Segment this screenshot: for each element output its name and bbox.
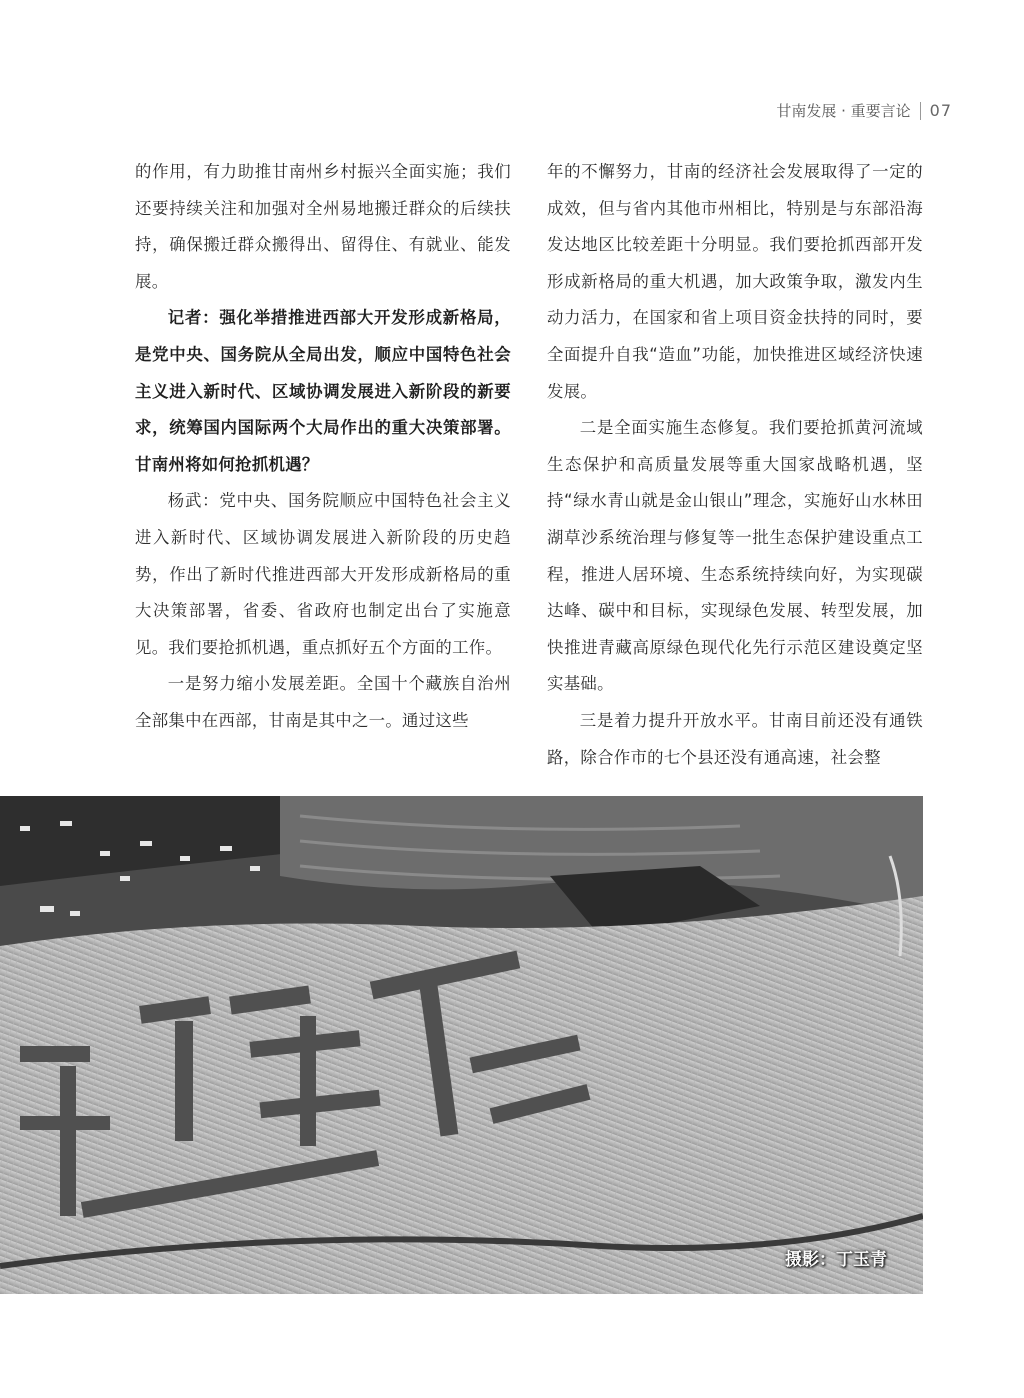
header-divider xyxy=(920,102,921,120)
photo-credit: 摄影：丁玉青 xyxy=(785,1250,887,1270)
reporter-question: 记者：强化举措推进西部大开发形成新格局，是党中央、国务院从全局出发，顺应中国特色社会主义进入新时代、区域协调发展进入新阶段的新要求，统筹国内国际两个大局作出的重大决策部署。甘南州将如何抢抓机遇？ xyxy=(135,308,511,474)
paragraph: 杨武：党中央、国务院顺应中国特色社会主义进入新时代、区域协调发展进入新阶段的历史趋势，作出了新时代推进西部大开发形成新格局的重大决策部署，省委、省政府也制定出台了实施意见。我们要抢抓机遇，重点抓好五个方面的工作。 xyxy=(135,491,511,657)
running-header xyxy=(776,100,952,121)
paragraph: 三是着力提升开放水平。甘南目前还没有通铁路，除合作市的七个县还没有通高速，社会整 xyxy=(547,710,923,767)
landscape-photo xyxy=(0,796,923,1294)
paragraph: 二是全面实施生态修复。我们要抢抓黄河流域生态保护和高质量发展等重大国家战略机遇，坚持“绿水青山就是金山银山”理念，实施好山水林田湖草沙系统治理与修复等一批生态保护建设重点工程，推进人居环境、生态系统持续向好，为实现碳达峰、碳中和目标，实现绿色发展、转型发展，加快推进青藏高原绿色现代化先行示范区建设奠定坚实基础。 xyxy=(547,418,923,694)
paragraph: 一是努力缩小发展差距。全国十个藏族自治州全部集中在西部，甘南是其中之一。通过这些 xyxy=(135,674,511,730)
page-number: 07 xyxy=(929,101,952,120)
photo-illustration xyxy=(0,796,923,1294)
section-title: 甘南发展 · 重要言论 xyxy=(776,102,911,120)
paragraph: 年的不懈努力，甘南的经济社会发展取得了一定的成效，但与省内其他市州相比，特别是与东部沿海发达地区比较差距十分明显。我们要抢抓西部开发形成新格局的重大机遇，加大政策争取，激发内生动力活力，在国家和省上项目资金扶持的同时，要全面提升自我“造血”功能，加快推进区域经济快速发展。 xyxy=(547,162,923,401)
left-column xyxy=(135,154,511,740)
right-column xyxy=(547,154,923,776)
paragraph: 的作用，有力助推甘南州乡村振兴全面实施；我们还要持续关注和加强对全州易地搬迁群众的后续扶持，确保搬迁群众搬得出、留得住、有就业、能发展。 xyxy=(135,162,511,291)
